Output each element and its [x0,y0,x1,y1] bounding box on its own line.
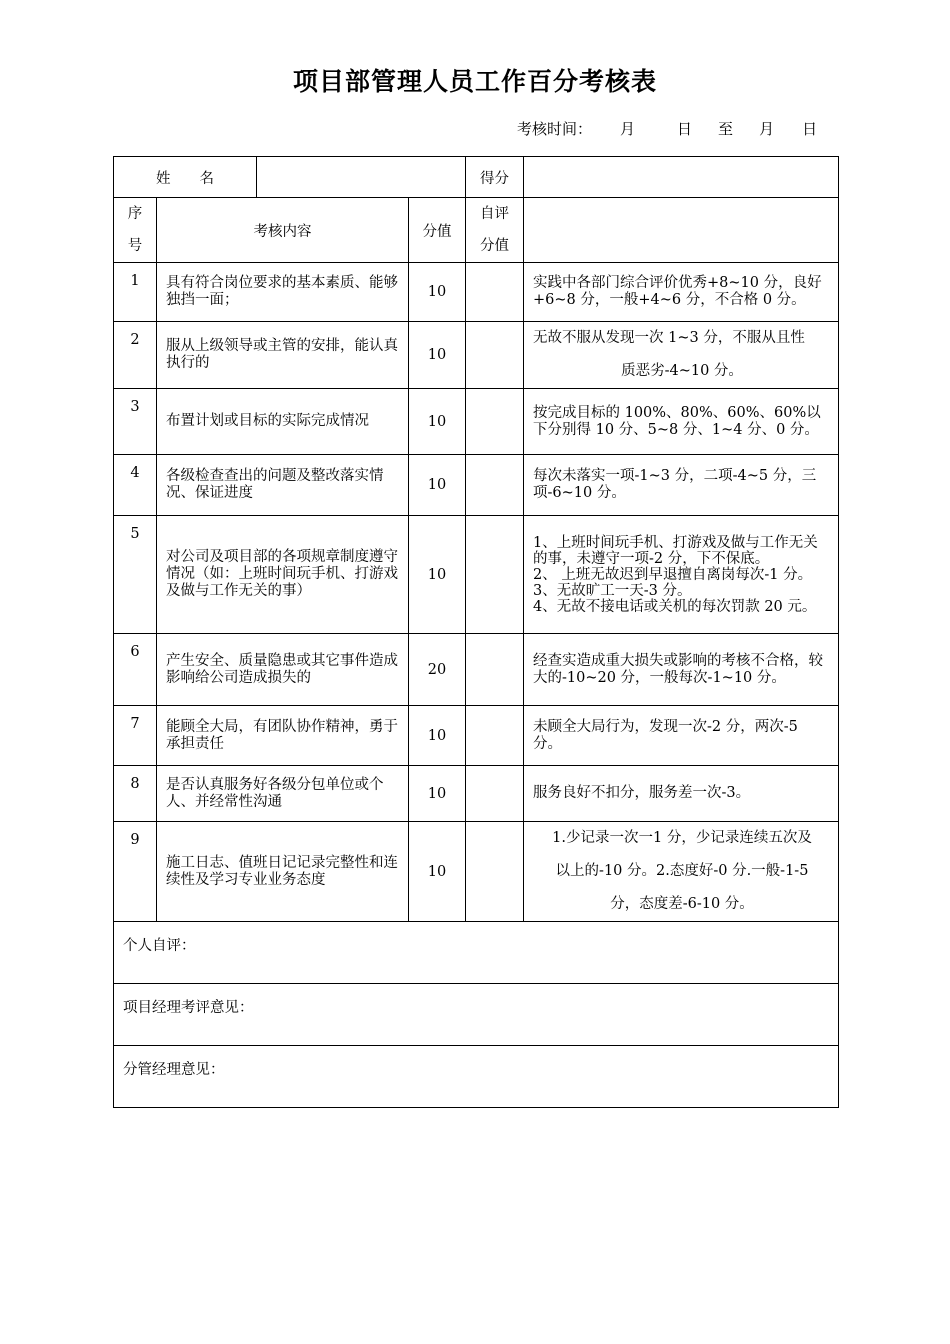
page-title: 项目部管理人员工作百分考核表 [292,67,657,96]
row-rule: 按完成目标的 100%、80%、60%、60%以下分别得 10 分、5~8 分、1~4 分、0 分。 [524,389,839,455]
row-content: 各级检查查出的问题及整改落实情况、保证进度 [157,455,409,516]
row-points: 20 [409,634,466,706]
table-row [114,322,839,389]
row-seq: 6 [114,634,157,706]
row-seq: 8 [114,766,157,822]
self-evaluation-label: 个人自评： [123,938,196,954]
self-score-field[interactable] [466,706,524,766]
table-row [114,822,839,922]
score-label: 得分 [466,157,524,198]
table-row [114,263,839,322]
division-manager-opinion-field[interactable] [114,1046,839,1108]
self-score-field[interactable] [466,634,524,706]
self-score-field[interactable] [466,322,524,389]
row-content: 服从上级领导或主管的安排，能认真执行的 [157,322,409,389]
row-rule: 未顾全大局行为，发现一次-2 分，两次-5 分。 [524,706,839,766]
date-day-start: 日 [677,120,693,138]
row-points: 10 [409,706,466,766]
assessment-date-line [517,118,817,139]
self-score-field[interactable] [466,822,524,922]
self-score-field[interactable] [466,389,524,455]
date-to: 至 [718,120,734,138]
self-evaluation-field[interactable] [114,922,839,984]
table-row [114,516,839,634]
name-field[interactable] [257,157,466,198]
row-content: 具有符合岗位要求的基本素质、能够独挡一面； [157,263,409,322]
date-month-start: 月 [620,120,636,138]
row-seq: 2 [114,322,157,389]
row-rule: 无故不服从发现一次 1~3 分，不服从且性 质恶劣-4~10 分。 [524,322,839,389]
row-rule: 实践中各部门综合评价优秀+8~10 分，良好+6~8 分，一般+4~6 分，不合格 0 分。 [524,263,839,322]
date-day-end: 日 [802,120,818,138]
row-points: 10 [409,322,466,389]
column-header-seq: 序 号 [114,198,157,263]
self-score-field[interactable] [466,263,524,322]
row-rule: 服务良好不扣分，服务差一次-3。 [524,766,839,822]
column-header-content: 考核内容 [157,198,409,263]
row-points: 10 [409,822,466,922]
assessment-table [113,156,839,1108]
manager-opinion-field[interactable] [114,984,839,1046]
row-rule: 每次未落实一项-1~3 分，二项-4~5 分，三项-6~10 分。 [524,455,839,516]
self-score-field[interactable] [466,516,524,634]
row-seq: 7 [114,706,157,766]
division-manager-opinion-label: 分管经理意见： [123,1062,225,1078]
row-content: 产生安全、质量隐患或其它事件造成影响给公司造成损失的 [157,634,409,706]
row-rule: 经查实造成重大损失或影响的考核不合格，较大的-10~20 分，一般每次-1~10 分。 [524,634,839,706]
row-content: 能顾全大局，有团队协作精神，勇于承担责任 [157,706,409,766]
name-label: 姓 名 [114,157,257,198]
column-header-self-score: 自评 分值 [466,198,524,263]
row-seq: 3 [114,389,157,455]
table-row [114,706,839,766]
score-field[interactable] [524,157,839,198]
row-points: 10 [409,455,466,516]
column-header-points: 分值 [409,198,466,263]
manager-opinion-label: 项目经理考评意见： [123,1000,254,1016]
date-month-end: 月 [759,120,775,138]
row-seq: 4 [114,455,157,516]
table-row [114,634,839,706]
table-row [114,455,839,516]
table-row [114,766,839,822]
name-row [114,157,839,198]
row-rule: 1.少记录一次一1 分，少记录连续五次及 以上的-10 分。2.态度好-0 分.一般-1-5 分，态度差-6-10 分。 [524,822,839,922]
self-evaluation-row [114,922,839,984]
row-seq: 9 [114,822,157,922]
row-points: 10 [409,516,466,634]
row-points: 10 [409,389,466,455]
self-score-field[interactable] [466,455,524,516]
row-seq: 5 [114,516,157,634]
row-content: 对公司及项目部的各项规章制度遵守情况（如：上班时间玩手机、打游戏及做与工作无关的事） [157,516,409,634]
row-content: 施工日志、值班日记记录完整性和连续性及学习专业业务态度 [157,822,409,922]
row-points: 10 [409,263,466,322]
table-row [114,389,839,455]
row-points: 10 [409,766,466,822]
row-seq: 1 [114,263,157,322]
column-header-row [114,198,839,263]
division-manager-opinion-row [114,1046,839,1108]
row-rule: 1、上班时间玩手机、打游戏及做与工作无关的事，未遵守一项-2 分，下不保底。 2、 上班无故迟到早退擅自离岗每次-1 分。 3、无故旷工一天-3 分。 4、无故不接电话或关机的每次罚款 20 元。 [524,516,839,634]
self-score-field[interactable] [466,766,524,822]
manager-opinion-row [114,984,839,1046]
row-content: 布置计划或目标的实际完成情况 [157,389,409,455]
date-label: 考核时间： [517,120,593,138]
row-content: 是否认真服务好各级分包单位或个人、并经常性沟通 [157,766,409,822]
column-header-rule [524,198,839,263]
